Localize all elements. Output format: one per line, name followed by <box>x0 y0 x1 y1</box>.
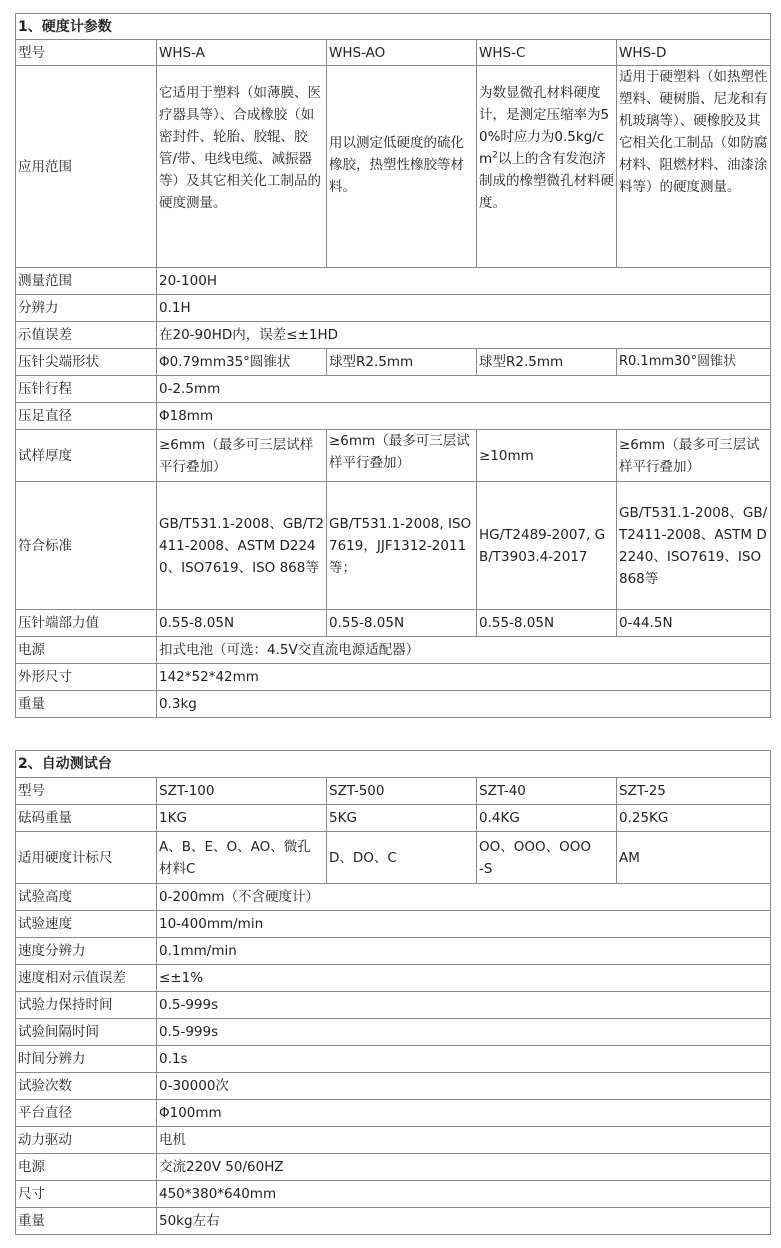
standards-whs-c: HG/T2489-2007, GB/T3903.4-2017 <box>477 482 617 610</box>
row-label-platform: 平台直径 <box>16 1100 157 1127</box>
scale-szt-100: A、B、E、O、AO、微孔材料C <box>157 832 327 884</box>
scale-szt-500: D、DO、C <box>327 832 477 884</box>
row-label-height: 试验高度 <box>16 884 157 911</box>
force-whs-ao: 0.55-8.05N <box>327 610 477 637</box>
row-label-size: 外形尺寸 <box>16 664 157 691</box>
row-label-time-res: 时间分辨力 <box>16 1046 157 1073</box>
row-label-model: 型号 <box>16 40 157 66</box>
row-label-application: 应用范围 <box>16 66 157 268</box>
application-whs-c-text: 为数显微孔材料硬度计，是测定压缩率为50%时应力为0.5kg/cm <box>479 85 610 167</box>
section-title: 1、硬度计参数 <box>16 14 771 40</box>
power-value: 交流220V 50/60HZ <box>157 1154 771 1181</box>
hold-time-value: 0.5-999s <box>157 992 771 1019</box>
application-whs-c-tail: 以上的含有发泡济制成的橡塑微孔材料硬度。 <box>479 151 614 211</box>
row-label-foot-dia: 压足直径 <box>16 403 157 430</box>
superscript-2: 2 <box>492 150 498 161</box>
row-label-scale: 适用硬度计标尺 <box>16 832 157 884</box>
weight-mass-szt-25: 0.25KG <box>617 805 771 832</box>
row-label-weight: 重量 <box>16 691 157 718</box>
row-label-drive: 动力驱动 <box>16 1127 157 1154</box>
speed-res-value: 0.1mm/min <box>157 938 771 965</box>
weight-value: 0.3kg <box>157 691 771 718</box>
thickness-whs-c: ≥10mm <box>477 430 617 482</box>
model-whs-a: WHS-A <box>157 40 327 66</box>
model-szt-40: SZT-40 <box>477 778 617 805</box>
thickness-whs-a: ≥6mm（最多可三层试样平行叠加） <box>157 430 327 482</box>
row-label-force: 压针端部力值 <box>16 610 157 637</box>
row-label-size: 尺寸 <box>16 1181 157 1208</box>
thickness-whs-d: ≥6mm（最多可三层试样平行叠加） <box>617 430 771 482</box>
standards-whs-ao: GB/T531.1-2008, ISO7619，JJF1312-2011等； <box>327 482 477 610</box>
row-label-range: 测量范围 <box>16 268 157 295</box>
row-label-count: 试验次数 <box>16 1073 157 1100</box>
force-whs-a: 0.55-8.05N <box>157 610 327 637</box>
model-szt-25: SZT-25 <box>617 778 771 805</box>
row-label-model: 型号 <box>16 778 157 805</box>
tip-shape-whs-d: R0.1mm30°圆锥状 <box>617 349 771 376</box>
row-label-power: 电源 <box>16 637 157 664</box>
thickness-whs-ao: ≥6mm（最多可三层试样平行叠加） <box>327 430 477 482</box>
weight-mass-szt-100: 1KG <box>157 805 327 832</box>
scale-szt-25: AM <box>617 832 771 884</box>
standards-whs-a: GB/T531.1-2008、GB/T2411-2008、ASTM D2240、ISO7619、ISO 868等 <box>157 482 327 610</box>
application-whs-c <box>477 66 617 268</box>
row-label-stroke: 压针行程 <box>16 376 157 403</box>
scale-szt-40: OO、OOO、OOO-S <box>477 832 617 884</box>
weight-value: 50kg左右 <box>157 1208 771 1235</box>
row-label-power: 电源 <box>16 1154 157 1181</box>
force-whs-c: 0.55-8.05N <box>477 610 617 637</box>
platform-value: Φ100mm <box>157 1100 771 1127</box>
height-value: 0-200mm（不含硬度计） <box>157 884 771 911</box>
speed-value: 10-400mm/min <box>157 911 771 938</box>
speed-err-value: ≤±1% <box>157 965 771 992</box>
row-label-speed: 试验速度 <box>16 911 157 938</box>
row-label-weight-mass: 砝码重量 <box>16 805 157 832</box>
stroke-value: 0-2.5mm <box>157 376 771 403</box>
row-label-speed-err: 速度相对示值误差 <box>16 965 157 992</box>
time-res-value: 0.1s <box>157 1046 771 1073</box>
row-label-resolution: 分辨力 <box>16 295 157 322</box>
size-value: 142*52*42mm <box>157 664 771 691</box>
model-whs-c: WHS-C <box>477 40 617 66</box>
row-label-thickness: 试样厚度 <box>16 430 157 482</box>
row-label-tip-shape: 压针尖端形状 <box>16 349 157 376</box>
tip-shape-whs-a: Φ0.79mm35°圆锥状 <box>157 349 327 376</box>
row-label-error: 示值误差 <box>16 322 157 349</box>
model-whs-ao: WHS-AO <box>327 40 477 66</box>
size-value: 450*380*640mm <box>157 1181 771 1208</box>
standards-whs-d: GB/T531.1-2008、GB/T2411-2008、ASTM D2240、ISO7619、ISO 868等 <box>617 482 771 610</box>
model-szt-500: SZT-500 <box>327 778 477 805</box>
model-whs-d: WHS-D <box>617 40 771 66</box>
application-whs-ao: 用以测定低硬度的硫化橡胶，热塑性橡胶等材料。 <box>327 66 477 268</box>
tip-shape-whs-c: 球型R2.5mm <box>477 349 617 376</box>
model-szt-100: SZT-100 <box>157 778 327 805</box>
row-label-standards: 符合标准 <box>16 482 157 610</box>
row-label-hold-time: 试验力保持时间 <box>16 992 157 1019</box>
force-whs-d: 0-44.5N <box>617 610 771 637</box>
drive-value: 电机 <box>157 1127 771 1154</box>
auto-test-stand-table <box>15 750 771 1235</box>
application-whs-d: 适用于硬塑料（如热塑性塑料、硬树脂、尼龙和有机玻璃等）、硬橡胶及其它相关化工制品（如防腐材料、阻燃材料、油漆涂料等）的硬度测量。 <box>617 66 771 268</box>
range-value: 20-100H <box>157 268 771 295</box>
hardness-tester-params-table <box>15 13 771 718</box>
weight-mass-szt-40: 0.4KG <box>477 805 617 832</box>
row-label-speed-res: 速度分辨力 <box>16 938 157 965</box>
power-value: 扣式电池（可选：4.5V交直流电源适配器） <box>157 637 771 664</box>
section-title: 2、自动测试台 <box>16 751 771 778</box>
row-label-weight: 重量 <box>16 1208 157 1235</box>
resolution-value: 0.1H <box>157 295 771 322</box>
foot-dia-value: Φ18mm <box>157 403 771 430</box>
error-value: 在20-90HD内，误差≤±1HD <box>157 322 771 349</box>
count-value: 0-30000次 <box>157 1073 771 1100</box>
interval-value: 0.5-999s <box>157 1019 771 1046</box>
tip-shape-whs-ao: 球型R2.5mm <box>327 349 477 376</box>
row-label-interval: 试验间隔时间 <box>16 1019 157 1046</box>
application-whs-a: 它适用于塑料（如薄膜、医疗器具等）、合成橡胶（如密封件、轮胎、胶辊、胶管/带、电线电缆、减振器等）及其它相关化工制品的硬度测量。 <box>157 66 327 268</box>
weight-mass-szt-500: 5KG <box>327 805 477 832</box>
